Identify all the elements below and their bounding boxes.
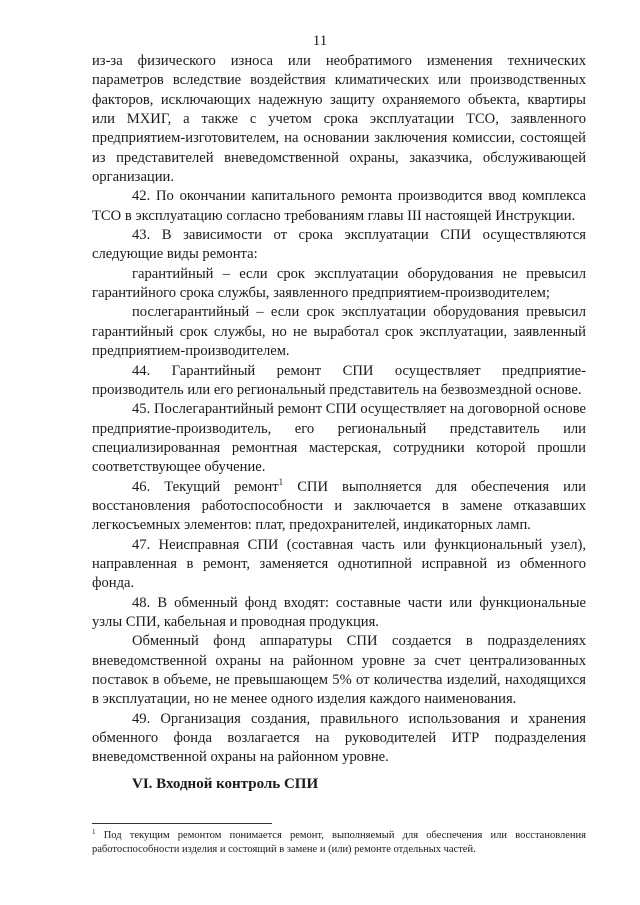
page-number: 11 <box>312 33 328 49</box>
section-heading: VI. Входной контроль СПИ <box>132 776 319 792</box>
paragraph-46-start: 46. Текущий ремонт <box>132 478 279 495</box>
footnote-text: Под текущим ремонтом понимается ремонт, выполняемый для обеспечения или восстановления работоспособности изделия и состоящий в замене и (или) ремонте отдельных частей. <box>92 830 586 855</box>
footnote <box>92 829 586 857</box>
footnote-divider <box>92 823 272 824</box>
paragraph-exchange-fund: Обменный фонд аппаратуры СПИ создается в подразделениях вневедомственной охраны на районном уровне за счет централизованных поставок в объеме, не превышающем 5% от количества изделий, находящихся в эксплуатации, но не менее одного изделия каждого наименования. <box>92 633 586 708</box>
paragraph-45: 45. Послегарантийный ремонт СПИ осуществляет на договорной основе предприятие-производитель, его региональный представитель или специализированная ремонтная мастерская, сотрудники которой прошли соответствующее обучение. <box>92 401 586 476</box>
paragraph-48: 48. В обменный фонд входят: составные части или функциональные узлы СПИ, кабельная и проводная продукция. <box>92 594 586 630</box>
paragraph-43-post-warranty: послегарантийный – если срок эксплуатации оборудования превысил гарантийный срок службы, но не выработал срок эксплуатации, заявленный предприятием-производителем. <box>92 304 586 360</box>
footnote-mark: 1 <box>92 828 96 836</box>
footnote-reference: 1 <box>278 476 284 487</box>
paragraph-42: 42. По окончании капитального ремонта производится ввод комплекса ТСО в эксплуатацию согласно требованиям главы III настоящей Инструкции. <box>92 188 586 224</box>
paragraph-46 <box>92 478 586 536</box>
paragraph-49: 49. Организация создания, правильного использования и хранения обменного фонда возлагается на руководителей ИТР подразделения вневедомственной охраны на районном уровне. <box>92 710 586 766</box>
paragraph-43: 43. В зависимости от срока эксплуатации СПИ осуществляются следующие виды ремонта: <box>92 227 586 263</box>
paragraph-47: 47. Неисправная СПИ (составная часть или функциональный узел), направленная в ремонт, заменяется однотипной исправной из обменного фонда. <box>92 536 586 592</box>
body-text <box>92 52 586 768</box>
paragraph-46-end: СПИ выполняется для обеспечения или восстановления работоспособности и заключается в замене отказавших легкосъемных элементов: плат, предохранителей, индикаторных ламп. <box>92 478 586 534</box>
paragraph-continuation: из-за физического износа или необратимого изменения технических параметров вследствие воздействия климатических или производственных факторов, исключающих надежную защиту охраняемого объекта, квартиры или МХИГ, а также с учетом срока эксплуатации ТСО, заявленного предприятием-изготовителем, на основании заключения комиссии, состоящей из представителей вневедомственной охраны, заказчика, обслуживающей организации. <box>92 53 586 186</box>
paragraph-43-warranty: гарантийный – если срок эксплуатации оборудования не превысил гарантийного срока службы, заявленного предприятием-производителем; <box>92 265 586 302</box>
paragraph-44: 44. Гарантийный ремонт СПИ осуществляет предприятие-производитель или его региональный представитель на безвозмездной основе. <box>92 362 586 398</box>
